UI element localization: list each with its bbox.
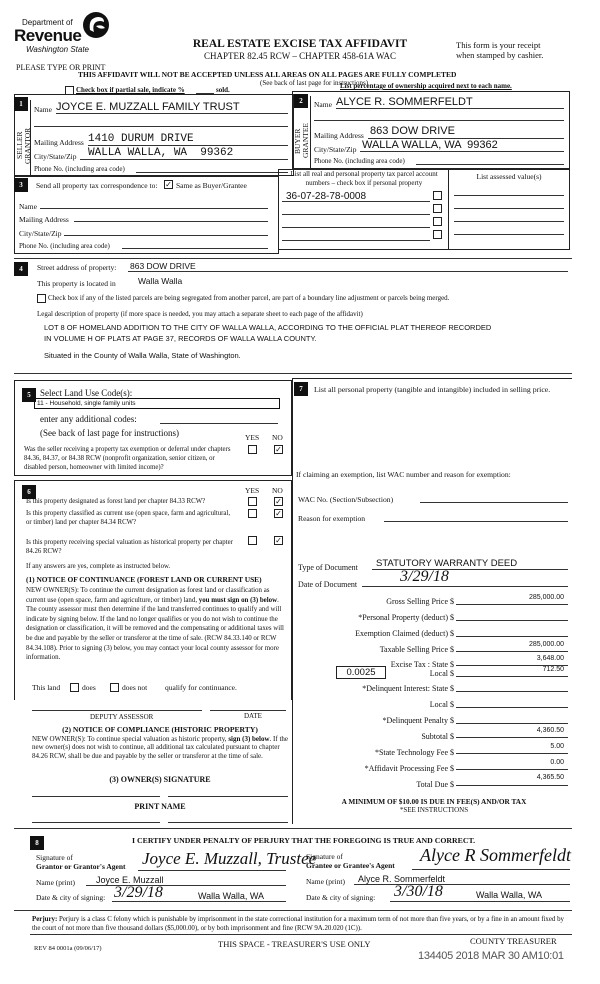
does-label: does xyxy=(82,683,96,692)
seller-name-field[interactable]: JOYCE E. MUZZALL FAMILY TRUST xyxy=(56,101,240,113)
same-as-buyer-label: Same as Buyer/Grantee xyxy=(176,181,247,190)
if-yes-note: If any answers are yes, complete as instructed below. xyxy=(26,563,171,570)
personal-property-checkbox-2[interactable] xyxy=(433,204,442,213)
grantor-date-field[interactable]: 3/29/18 xyxy=(114,884,163,901)
assessed-value-2[interactable] xyxy=(454,208,564,209)
section-4-number: 4 xyxy=(14,262,28,276)
delinquent-interest-local[interactable] xyxy=(456,707,568,708)
tax-row-label-state-excise: Excise Tax : State $ xyxy=(390,660,454,669)
grantor-signature[interactable]: Joyce E. Muzzall, Trustee xyxy=(142,849,317,868)
seller-city-field[interactable]: WALLA WALLA, WA 99362 xyxy=(88,147,234,159)
no-header: NO xyxy=(272,433,283,442)
divider xyxy=(310,96,311,169)
personal-property-checkbox-1[interactable] xyxy=(433,191,442,200)
wac-field[interactable] xyxy=(420,502,568,503)
parcel-number-1[interactable]: 36-07-28-78-0008 xyxy=(286,191,367,202)
legal-description-line-2[interactable]: IN VOLUME H OF PLATS AT PAGE 37, RECORDS OF WALLA WALLA COUNTY. xyxy=(44,334,317,343)
assessed-header: List assessed value(s) xyxy=(476,172,542,181)
land-use-select[interactable]: 11 - Household, single family units xyxy=(34,398,280,409)
seller-mailing-line xyxy=(88,145,288,146)
local-rate-field[interactable]: 0.0025 xyxy=(336,666,386,679)
seller-label: SELLER GRANTOR xyxy=(15,127,32,164)
type-or-print: PLEASE TYPE OR PRINT xyxy=(16,63,106,72)
treasurer-stamp: 134405 2018 MAR 30 AM10:01 xyxy=(418,950,564,962)
deputy-assessor-label: DEPUTY ASSESSOR xyxy=(90,713,154,721)
affidavit-processing-fee[interactable]: 0.00 xyxy=(550,759,564,766)
tax-line xyxy=(456,769,568,770)
historical-yes-checkbox[interactable] xyxy=(248,536,257,545)
tax-row-label-processing-fee: *Affidavit Processing Fee $ xyxy=(364,764,454,773)
county-treasurer-label: COUNTY TREASURER xyxy=(470,936,557,946)
same-as-buyer-checkbox[interactable]: ✓ xyxy=(165,180,172,189)
grantee-signature[interactable]: Alyce R Sommerfeldt xyxy=(420,845,571,865)
legal-description-line-3[interactable]: Situated in the County of Walla Walla, State of Washington. xyxy=(44,351,241,360)
tax-line xyxy=(456,785,568,786)
additional-codes-field[interactable] xyxy=(160,423,278,424)
seller-name-line xyxy=(56,113,288,114)
see-back-note: (See back of last page for instructions) xyxy=(260,79,369,87)
tax-line xyxy=(456,676,568,677)
grantee-sig-label-1: Signature of xyxy=(306,852,343,861)
date-label: DATE xyxy=(244,712,262,720)
notice-continuance-title: (1) NOTICE OF CONTINUANCE (FOREST LAND OR CURRENT USE) xyxy=(26,575,262,584)
legal-description-label: Legal description of property (if more space is needed, you may attach a separate sheet to each page of the affidavit) xyxy=(37,310,363,318)
segregated-label: Check box if any of the listed parcels are being segregated from another parcel, are part of a boundary line adjustment or parcels being merged. xyxy=(48,294,450,302)
yes-header: YES xyxy=(245,486,260,495)
tax-line xyxy=(456,753,568,754)
warning-text: THIS AFFIDAVIT WILL NOT BE ACCEPTED UNLESS ALL AREAS ON ALL PAGES ARE FULLY COMPLETED xyxy=(78,70,457,79)
forest-no-checkbox[interactable]: ✓ xyxy=(275,497,282,506)
corr-name-label: Name xyxy=(19,202,37,211)
exemption-claim-label: If claiming an exemption, list WAC number and reason for exemption: xyxy=(296,470,511,479)
buyer-name-line xyxy=(336,108,564,109)
grantee-sig-label-2: Grantee or Grantee's Agent xyxy=(306,861,395,870)
minimum-due-note: A MINIMUM OF $10.00 IS DUE IN FEE(S) AND/OR TAX xyxy=(341,797,527,806)
section-7-number: 7 xyxy=(294,382,308,396)
parcel-number-4[interactable] xyxy=(282,240,430,241)
subtotal[interactable]: 4,360.50 xyxy=(536,727,564,734)
corr-mailing-field[interactable] xyxy=(74,221,268,222)
grantee-sig-line xyxy=(412,869,570,870)
state-technology-fee[interactable]: 5.00 xyxy=(550,743,564,750)
certify-statement: I CERTIFY UNDER PENALTY OF PERJURY THAT THE FOREGOING IS TRUE AND CORRECT. xyxy=(132,836,476,845)
owner-signature-label: (3) OWNER(S) SIGNATURE xyxy=(109,775,211,784)
assessed-value-3[interactable] xyxy=(454,221,564,222)
tax-row-label-delinq-state: *Delinquent Interest: State $ xyxy=(362,684,454,693)
section-5-number: 5 xyxy=(22,388,36,402)
historical-no-checkbox[interactable]: ✓ xyxy=(275,536,282,545)
buyer-city-label: City/State/Zip xyxy=(314,145,357,154)
section-2-number: 2 xyxy=(294,94,308,108)
doc-type-label: Type of Document xyxy=(298,563,358,572)
grantee-city-field[interactable]: Walla Walla, WA xyxy=(476,890,543,900)
dor-swirl-icon xyxy=(82,10,110,40)
street-line xyxy=(128,271,568,272)
tax-row-label-personal: *Personal Property (deduct) $ xyxy=(358,613,454,622)
wac-label: WAC No. (Section/Subsection) xyxy=(298,495,394,504)
seller-name-label: Name xyxy=(34,105,52,114)
located-in-label: This property is located in xyxy=(37,279,116,288)
doc-type-field[interactable]: STATUTORY WARRANTY DEED xyxy=(376,558,518,569)
buyer-phone-label: Phone No. (including area code) xyxy=(314,157,405,165)
receipt-note-1: This form is your receipt xyxy=(456,40,541,50)
grantor-name-field[interactable]: Joyce E. Muzzall xyxy=(96,875,164,885)
land-use-label: Select Land Use Code(s): xyxy=(40,388,133,398)
does-not-label: does not xyxy=(122,683,148,692)
seller-phone-field[interactable] xyxy=(136,172,288,173)
street-address-label: Street address of property: xyxy=(37,263,117,272)
current-use-question: Is this property classified as current use (open space, farm and agricultural, or timber) land per chapter 84.34 RCW? xyxy=(26,510,231,526)
see-back-label: (See back of last page for instructions) xyxy=(40,428,179,438)
grantor-city-field[interactable]: Walla Walla, WA xyxy=(198,891,265,901)
send-to-label: Send all property tax correspondence to: xyxy=(36,181,158,190)
notice-compliance-title: (2) NOTICE OF COMPLIANCE (HISTORIC PROPERTY) xyxy=(62,725,258,734)
grantee-date-field[interactable]: 3/30/18 xyxy=(394,883,443,900)
buyer-name-field[interactable]: ALYCE R. SOMMERFELDT xyxy=(336,96,473,108)
tax-row-label-delinq-local: Local $ xyxy=(429,700,454,709)
grantor-date-label: Date & city of signing: xyxy=(36,893,106,902)
current-use-yes-checkbox[interactable] xyxy=(248,509,257,518)
corr-mailing-label: Mailing Address xyxy=(19,215,69,224)
reason-exemption-field[interactable] xyxy=(384,521,568,522)
tax-row-label-tech-fee: *State Technology Fee $ xyxy=(374,748,454,757)
corr-city-label: City/State/Zip xyxy=(19,229,62,238)
exemption-question: Was the seller receiving a property tax exemption or deferral under chapters 84.36, 84.37, or 84.38 RCW (nonprofit organization, senior citizen, or disabled person, homeowner with limited income)? xyxy=(24,446,231,471)
print-name-field-2[interactable] xyxy=(168,822,288,823)
doc-date-label: Date of Document xyxy=(298,580,358,589)
print-name-label: PRINT NAME xyxy=(134,802,186,811)
divider xyxy=(448,169,449,250)
forest-land-question: Is this property designated as forest land per chapter 84.33 RCW? xyxy=(26,498,206,505)
grantor-date-line xyxy=(112,901,286,902)
tax-line xyxy=(456,737,568,738)
historical-question: Is this property receiving special valuation as historical property per chapter 84.26 RCW? xyxy=(26,539,233,555)
owner-signature-field-2[interactable] xyxy=(168,796,288,797)
see-instructions-note: *SEE INSTRUCTIONS xyxy=(399,806,469,814)
assessed-value-4[interactable] xyxy=(454,234,564,235)
seller-phone-label: Phone No. (including area code) xyxy=(34,165,125,173)
taxable-selling-price[interactable]: 285,000.00 xyxy=(528,641,564,648)
does-not-qualify-checkbox[interactable] xyxy=(110,683,119,692)
yes-header: YES xyxy=(245,433,260,442)
parcel-number-3[interactable] xyxy=(282,227,430,228)
seller-mailing-label: Mailing Address xyxy=(34,138,84,147)
receipt-note-2: when stamped by cashier. xyxy=(456,50,544,60)
tax-row-label-exemption: Exemption Claimed (deduct) $ xyxy=(355,629,454,638)
perjury-notice: Perjury: Perjury is a class C felony which is punishable by imprisonment in the state correctional institution for a maximum term of not more than five years, or by a fine in an amount fixed by the court of not more than five thousand dollars ($5,000.00), or by both imprisonment and fine (RCW 9A.20.020 (1C)). xyxy=(32,916,564,932)
divider xyxy=(30,100,31,176)
legal-description-line-1[interactable]: LOT 8 OF HOMELAND ADDITION TO THE CITY OF WALLA WALLA, ACCORDING TO THE OFFICIAL PLAT THEREOF RECORDED xyxy=(44,323,492,332)
section-8-top-rule xyxy=(14,828,572,829)
grantee-date-line xyxy=(390,901,570,902)
grantee-name-field[interactable]: Alyce R. Sommerfeldt xyxy=(358,874,446,884)
logo-state-text: Washington State xyxy=(26,45,90,54)
personal-property-deduct[interactable] xyxy=(456,620,568,621)
section-6-number: 6 xyxy=(22,485,36,499)
excise-tax-local[interactable]: 712.50 xyxy=(542,666,564,673)
print-name-field-1[interactable] xyxy=(32,822,160,823)
corr-name-field[interactable] xyxy=(40,208,268,209)
parcel-line-1 xyxy=(282,201,430,202)
no-header: NO xyxy=(272,486,283,495)
tax-row-label-taxable: Taxable Selling Price $ xyxy=(379,645,454,654)
assessor-date-field[interactable] xyxy=(210,710,286,711)
personal-property-checkbox-4[interactable] xyxy=(433,230,442,239)
corr-city-field[interactable] xyxy=(64,235,268,236)
grantor-sig-label-1: Signature of xyxy=(36,853,73,862)
tax-line xyxy=(456,604,568,605)
street-address-field[interactable]: 863 DOW DRIVE xyxy=(130,261,196,271)
form-chapter: CHAPTER 82.45 RCW – CHAPTER 458-61A WAC xyxy=(204,51,396,61)
grantor-sig-line xyxy=(138,870,286,871)
tax-row-label-gross: Gross Selling Price $ xyxy=(386,597,454,606)
buyer-city-line xyxy=(360,151,564,152)
tax-row-label-penalty: *Delinquent Penalty $ xyxy=(382,716,454,725)
partial-sale-label: Check box if partial sale, indicate % xyxy=(76,86,185,94)
grantee-date-label: Date & city of signing: xyxy=(306,893,376,902)
buyer-name-line-2 xyxy=(314,120,564,121)
buyer-mailing-field[interactable]: 863 DOW DRIVE xyxy=(370,125,455,137)
dor-logo xyxy=(12,10,112,58)
tax-line xyxy=(456,651,568,652)
section-4-bottom-rule xyxy=(14,373,572,374)
exemption-yes-checkbox[interactable] xyxy=(248,445,257,454)
seller-city-line xyxy=(80,159,288,160)
section-1-number: 1 xyxy=(14,97,28,111)
logo-revenue-text: Revenue xyxy=(14,26,82,45)
corr-phone-field[interactable] xyxy=(122,248,268,249)
footer-top-rule xyxy=(14,910,572,911)
seller-city-label: City/State/Zip xyxy=(34,152,77,161)
grantee-name-label: Name (print) xyxy=(306,877,345,886)
this-land-label: This land xyxy=(32,683,61,692)
total-due[interactable]: 4,365.50 xyxy=(536,774,564,781)
tax-row-label-local: Local $ xyxy=(429,669,454,678)
notice-compliance-body: NEW OWNER(S): To continue special valuation as historic property, sign (3) below. If the new owner(s) does not wish to continue, all additional tax calculated pursuant to chapter 84.26 RCW, shall be due and payable by the seller or transferor at the time of sale. xyxy=(32,735,289,760)
excise-tax-state[interactable]: 3,648.00 xyxy=(536,655,564,662)
buyer-label: BUYER GRANTEE xyxy=(293,123,310,159)
buyer-city-field[interactable]: WALLA WALLA, WA 99362 xyxy=(362,139,498,151)
grantee-name-line xyxy=(354,884,570,885)
seller-mailing-field[interactable]: 1410 DURUM DRIVE xyxy=(88,133,194,145)
delinquent-interest-state[interactable] xyxy=(456,691,568,692)
buyer-name-label: Name xyxy=(314,100,332,109)
corr-phone-label: Phone No. (including area code) xyxy=(19,242,110,250)
deputy-assessor-signature[interactable] xyxy=(32,710,202,711)
form-title: REAL ESTATE EXCISE TAX AFFIDAVIT xyxy=(192,38,408,50)
doc-date-field[interactable]: 3/29/18 xyxy=(400,568,449,585)
gross-selling-price[interactable]: 285,000.00 xyxy=(528,594,564,601)
ownership-pct-note: List percentage of ownership acquired next to each name. xyxy=(340,82,512,90)
section-4-top-rule xyxy=(14,258,572,259)
qualify-label: qualify for continuance. xyxy=(165,683,237,692)
parcel-header: List all real and personal property tax parcel account numbers – check box if personal property xyxy=(290,170,438,187)
logo-dept-text: Department of xyxy=(22,18,73,27)
current-use-no-checkbox[interactable]: ✓ xyxy=(275,509,282,518)
assessed-value-1[interactable] xyxy=(454,195,564,196)
reason-exemption-label: Reason for exemption xyxy=(298,514,366,523)
exemption-no-checkbox[interactable]: ✓ xyxy=(275,445,282,454)
footer-bottom-rule xyxy=(30,934,572,935)
buyer-mailing-label: Mailing Address xyxy=(314,131,364,140)
personal-property-checkbox-3[interactable] xyxy=(433,217,442,226)
additional-codes-label: enter any additional codes: xyxy=(40,414,137,424)
section-3-number: 3 xyxy=(14,178,28,192)
doc-date-line xyxy=(362,586,568,587)
tax-row-label-total: Total Due $ xyxy=(416,780,454,789)
parcel-number-2[interactable] xyxy=(282,214,430,215)
delinquent-penalty[interactable] xyxy=(456,723,568,724)
form-id: REV 84 0001a (09/06/17) xyxy=(34,945,102,952)
tax-row-label-subtotal: Subtotal $ xyxy=(421,732,454,741)
buyer-phone-field[interactable] xyxy=(416,164,564,165)
seller-name-line-2 xyxy=(34,126,288,127)
personal-property-label: List all personal property (tangible and intangible) included in selling price. xyxy=(314,385,551,394)
grantor-sig-label-2: Grantor or Grantor's Agent xyxy=(36,862,126,871)
treasurer-use-only: THIS SPACE - TREASURER'S USE ONLY xyxy=(218,939,371,949)
exemption-claimed-deduct[interactable] xyxy=(456,636,568,637)
sold-label: sold. xyxy=(216,86,230,94)
owner-signature-field-1[interactable] xyxy=(32,796,160,797)
notice-continuance-body: NEW OWNER(S): To continue the current designation as forest land or classification as current use (open space, farm and agriculture, or timber) land, you must sign on (3) below. The county assessor must then determine if the land transferred continues to qualify and will indicate by signing below. If the land no longer qualifies or you do not wish to continue the designation or classification, it will be removed and the compensating or additional taxes will be due and payable by the seller or transferor at the time of sale. (RCW 84.33.140 or RCW 84.34.108). Prior to signing (3) below, you may contact your local county assessor for more information. xyxy=(26,587,284,662)
grantor-name-label: Name (print) xyxy=(36,878,75,887)
forest-yes-checkbox[interactable] xyxy=(248,497,257,506)
located-in-field[interactable]: Walla Walla xyxy=(138,276,183,286)
segregated-checkbox[interactable] xyxy=(37,294,46,303)
section-8-number: 8 xyxy=(30,836,44,850)
does-qualify-checkbox[interactable] xyxy=(70,683,79,692)
